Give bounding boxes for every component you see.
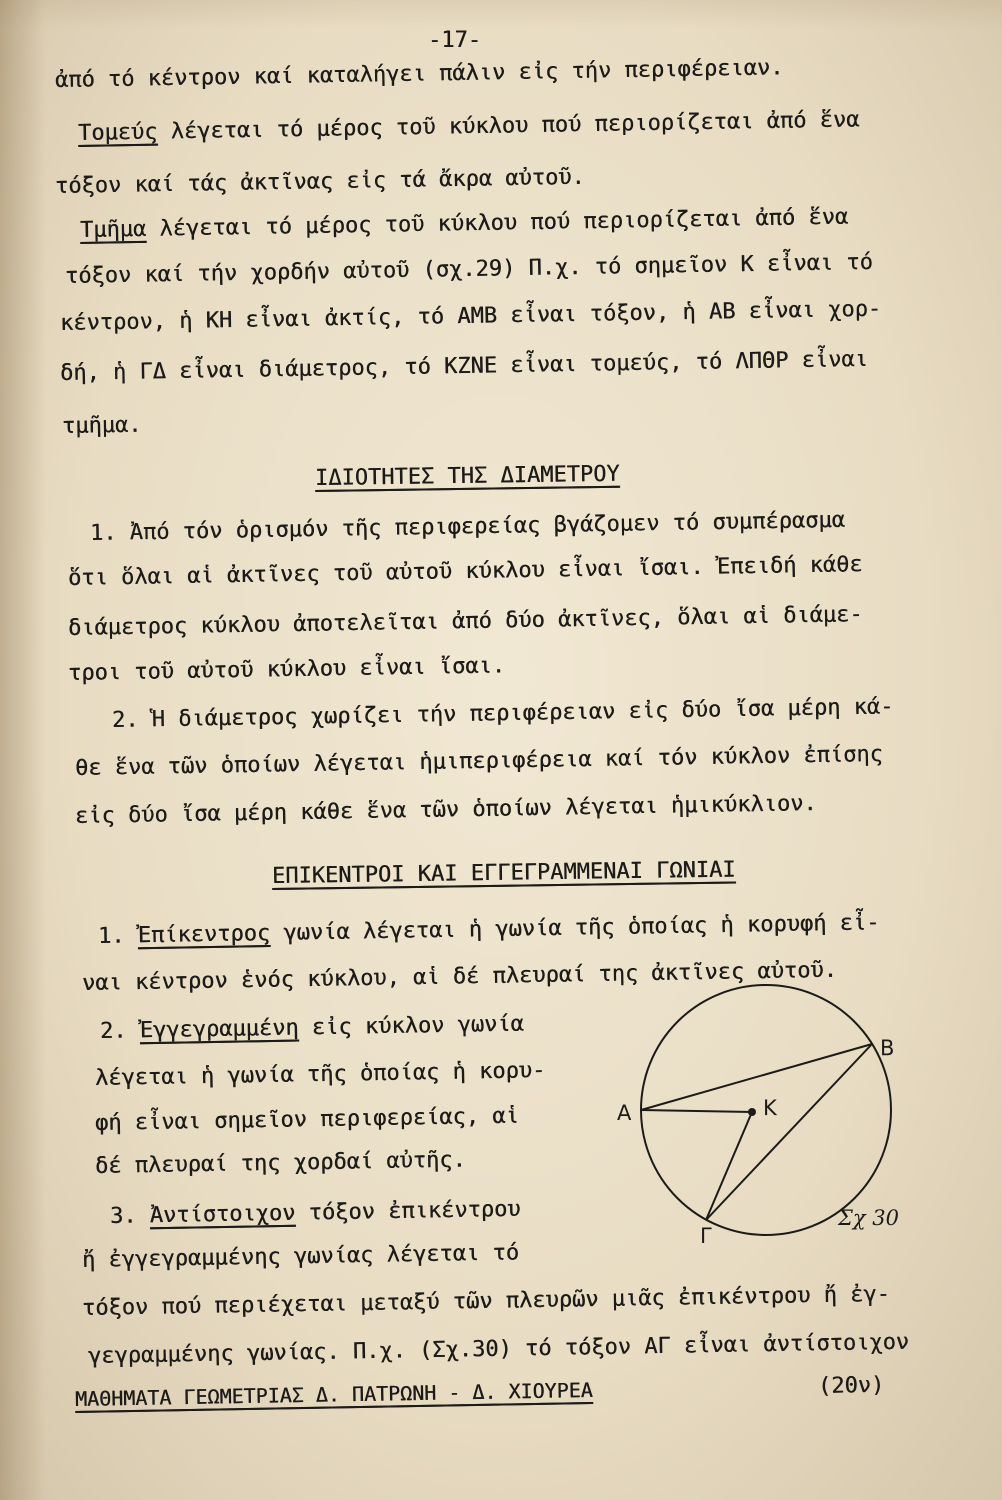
text-line: ἀπό τό κέντρον καί καταλήγει πάλιν εἰς τήν περιφέρειαν. [54, 55, 784, 93]
radius-ak [641, 1110, 752, 1112]
text-line: εἰς δύο ἴσα μέρη κάθε ἕνα τῶν ὁποίων λέγεται ἡμικύκλιον. [74, 791, 817, 829]
chord-bg [706, 1044, 872, 1220]
figure-caption: Σχ 30 [838, 1206, 899, 1230]
section-heading: ΕΠΙΚΕΝΤΡΟΙ ΚΑΙ ΕΓΓΕΓΡΑΜΜΕΝΑΙ ΓΩΝΙΑΙ [271, 857, 736, 889]
text-line: τόξον καί τήν χορδήν αὐτοῦ (σχ.29) Π.χ. τό σημεῖον Κ εἶναι τό [64, 249, 874, 289]
section-heading: ΙΔΙΟΤΗΤΕΣ ΤΗΣ ΔΙΑΜΕΤΡΟΥ [314, 461, 620, 491]
text-line: τμῆμα. [61, 412, 142, 439]
text-fragment: λέγεται τό μέρος τοῦ κύκλου πού περιορίζεται ἀπό ἕνα [157, 107, 860, 145]
item-number: 1. [97, 923, 138, 949]
text-line: φή εἶναι σημεῖον περιφερείας, αἱ [94, 1103, 519, 1136]
text-line: τροι τοῦ αὐτοῦ κύκλου εἶναι ἴσαι. [67, 653, 506, 686]
label-b: Β [880, 1036, 895, 1060]
item-number: 2. [99, 1018, 140, 1044]
text-line: κέντρον, ἡ ΚΗ εἶναι ἀκτίς, τό ΑΜΒ εἶναι τόξον, ἡ ΑΒ εἶναι χορ- [59, 296, 882, 336]
term-central-angle: Ἐπίκεντρος [137, 920, 271, 949]
label-a: Α [617, 1101, 632, 1125]
term-corresponding-arc: Ἀντίστοιχον [149, 1200, 296, 1229]
text-line: ναι κέντρον ἑνός κύκλου, αἱ δέ πλευραί της ἀκτῖνες αὐτοῦ. [81, 957, 838, 996]
point-k [748, 1108, 756, 1116]
text-fragment: γωνία λέγεται ἡ γωνία τῆς ὁποίας ἡ κορυφή εἶ- [269, 910, 880, 946]
text-line: δέ πλευραί της χορδαί αὐτῆς. [94, 1147, 467, 1179]
item-number: 3. [109, 1203, 150, 1229]
text-line: λέγεται ἡ γωνία τῆς ὁποίας ἡ κορυ- [94, 1058, 546, 1091]
text-line: ὅτι ὅλαι αἱ ἀκτῖνες τοῦ αὐτοῦ κύκλου εἶναι ἴσαι. Ἐπειδή κάθε [67, 552, 863, 591]
text-line: γεγραμμένης γωνίας. Π.χ. (Σχ.30) τό τόξον ΑΓ εἶναι ἀντίστοιχον [87, 1329, 910, 1369]
text-line [80, 205, 849, 244]
text-line: ἤ ἐγγεγραμμένης γωνίας λέγεται τό [81, 1240, 520, 1273]
text-line: 2. Ἡ διάμετρος χωρίζει τήν περιφέρειαν εἰς δύο ἴσα μέρη κά- [111, 694, 894, 733]
text-line [78, 107, 860, 147]
sheet-number: (20ν) [817, 1372, 885, 1399]
label-k: Κ [763, 1096, 777, 1120]
text-line: δή, ἡ ΓΔ εἶναι διάμετρος, τό ΚΖΝΕ εἶναι τομεύς, τό ΛΠΘΡ εἶναι [59, 346, 869, 386]
term-segment: Τμῆμα [79, 216, 147, 243]
chord-ab [641, 1044, 872, 1110]
text-line: θε ἕνα τῶν ὁποίων λέγεται ἡμιπεριφέρεια καί τόν κύκλον ἐπίσης [74, 741, 884, 781]
text-fragment: τόξον ἐπικέντρου [295, 1196, 521, 1226]
text-line [110, 1197, 521, 1230]
label-g: Γ [700, 1224, 712, 1248]
footer-title: ΜΑΘΗΜΑΤΑ ΓΕΩΜΕΤΡΙΑΣ Δ. ΠΑΤΡΩΝΗ - Δ. ΧΙΟΥΡΕΑ [74, 1377, 593, 1411]
text-line: 1. Ἀπό τόν ὁρισμόν τῆς περιφερείας βγάζομεν τό συμπέρασμα [89, 507, 846, 546]
text-line [98, 910, 880, 950]
text-line [100, 1012, 524, 1045]
text-fragment: εἰς κύκλον γωνία [298, 1011, 525, 1041]
text-fragment: λέγεται τό μέρος τοῦ κύκλου πού περιορίζεται ἀπό ἕνα [145, 204, 849, 242]
term-inscribed-angle: Ἐγγεγραμμένη [139, 1015, 299, 1044]
term-sector: Τομεύς [77, 119, 158, 146]
text-line: διάμετρος κύκλου ἀποτελεῖται ἀπό δύο ἀκτῖνες, ὅλαι αἱ διάμε- [67, 602, 863, 641]
text-line: τόξον πού περιέχεται μεταξύ τῶν πλευρῶν μιᾶς ἐπικέντρου ἤ ἐγ- [81, 1281, 891, 1321]
page-number: -17- [428, 28, 481, 53]
text-line: τόξον καί τάς ἀκτῖνας εἰς τά ἄκρα αὐτοῦ. [54, 164, 585, 199]
radius-kg [706, 1112, 752, 1220]
